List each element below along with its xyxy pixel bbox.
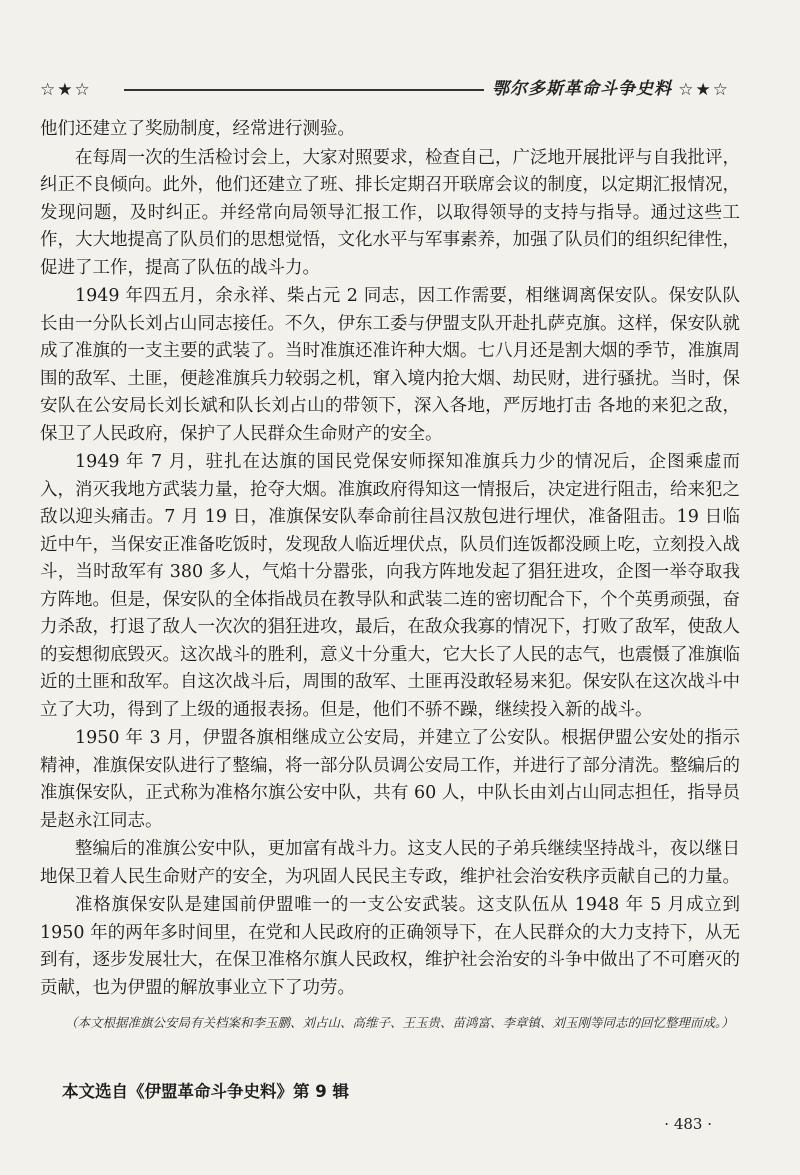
selection-source: 本文选自《伊盟革命斗争史料》第 9 辑 <box>62 1082 349 1101</box>
paragraph-continuation: 他们还建立了奖励制度，经常进行测验。 <box>40 119 355 139</box>
paragraph: 在每周一次的生活检讨会上，大家对照要求，检查自己，广泛地开展批评与自我批评，纠正不良倾向。此外，他们还建立了班、排长定期召开联席会议的制度，以定期汇报情况，发现问题，及时纠正。并经常向局领导汇报工作，以取得领导的支持与指导。通过这些工作，大大地提高了队员们的思想觉悟，文化水平与军事素养，加强了队员们的组织纪律性，促进了工作，提高了队伍的战斗力。 <box>40 147 740 278</box>
header-rule <box>124 89 484 91</box>
page-number: · 483 · <box>664 1115 712 1133</box>
source-note: （本文根据准旗公安局有关档案和李玉鹏、刘占山、高维子、王玉贵、苗鸿富、李章镇、刘玉刚等同志的回忆整理而成。） <box>65 1015 734 1030</box>
paragraph: 准格旗保安队是建国前伊盟唯一的一支公安武装。这支队伍从 1948 年 5 月成立到 1950 年的两年多时间里，在党和人民政府的正确领导下，在人民群众的大力支持下，从无到有，逐步发展壮大，在保卫准格尔旗人民政权，维护社会治安的斗争中做出了不可磨灭的贡献，也为伊盟的解放事业立下了功劳。 <box>40 895 740 998</box>
star-ornament-right: ☆★☆ <box>678 80 730 100</box>
star-ornament-left: ☆★☆ <box>40 80 92 100</box>
paragraph: 整编后的准旗公安中队，更加富有战斗力。这支人民的子弟兵继续坚持战斗，夜以继日地保卫着人民生命财产的安全，为巩固人民民主专政，维护社会治安秩序贡献自己的力量。 <box>40 839 740 887</box>
paragraph: 1949 年 7 月，驻扎在达旗的国民党保安师探知准旗兵力少的情况后，企图乘虚而入，消灭我地方武装力量，抢夺大烟。准旗政府得知这一情报后，决定进行阻击，给来犯之敌以迎头痛击。7 月 19 日，准旗保安队奉命前往昌汉敖包进行埋伏，准备阻击。19 日临近中午，当保安正准备吃饭时，发现敌人临近埋伏点，队员们连饭都没顾上吃，立刻投入战斗，当时敌军有 380 多人，气焰十分嚣张，向我方阵地发起了猖狂进攻，企图一举夺取我方阵地。但是，保安队的全体指战员在教导队和武装二连的密切配合下，个个英勇顽强，奋力杀敌，打退了敌人一次次的猖狂进攻，最后，在敌众我寡的情况下，打败了敌军，使敌人的妄想彻底毁灭。这次战斗的胜利，意义十分重大，它大长了人民的志气，也震慑了准旗临近的土匪和敌军。自这次战斗后，周围的敌军、土匪再没敢轻易来犯。保安队在这次战斗中立了大功，得到了上级的通报表扬。但是，他们不骄不躁，继续投入新的战斗。 <box>40 452 740 720</box>
paragraph: 1949 年四五月，余永祥、柴占元 2 同志，因工作需要，相继调离保安队。保安队队长由一分队长刘占山同志接任。不久，伊东工委与伊盟支队开赴扎萨克旗。这样，保安队就成了准旗的一支主要的武装了。当时准旗还准许种大烟。七八月还是割大烟的季节，准旗周围的敌军、土匪，便趁准旗兵力较弱之机，窜入境内抢大烟、劫民财，进行骚扰。当时，保安队在公安局长刘长斌和队长刘占山的带领下，深入各地，严厉地打击 各地的来犯之敌，保卫了人民政府，保护了人民群众生命财产的安全。 <box>40 286 740 444</box>
running-header <box>40 76 730 110</box>
article-body <box>40 116 740 1003</box>
paragraph: 1950 年 3 月，伊盟各旗相继成立公安局，并建立了公安队。根据伊盟公安处的指示精神，准旗保安队进行了整编，将一部分队员调公安局工作，并进行了部分清洗。整编后的准旗保安队，正式称为准格尔旗公安中队，共有 60 人，中队长由刘占山同志担任，指导员是赵永江同志。 <box>40 728 740 831</box>
series-title: 鄂尔多斯革命斗争史料 <box>492 79 672 99</box>
